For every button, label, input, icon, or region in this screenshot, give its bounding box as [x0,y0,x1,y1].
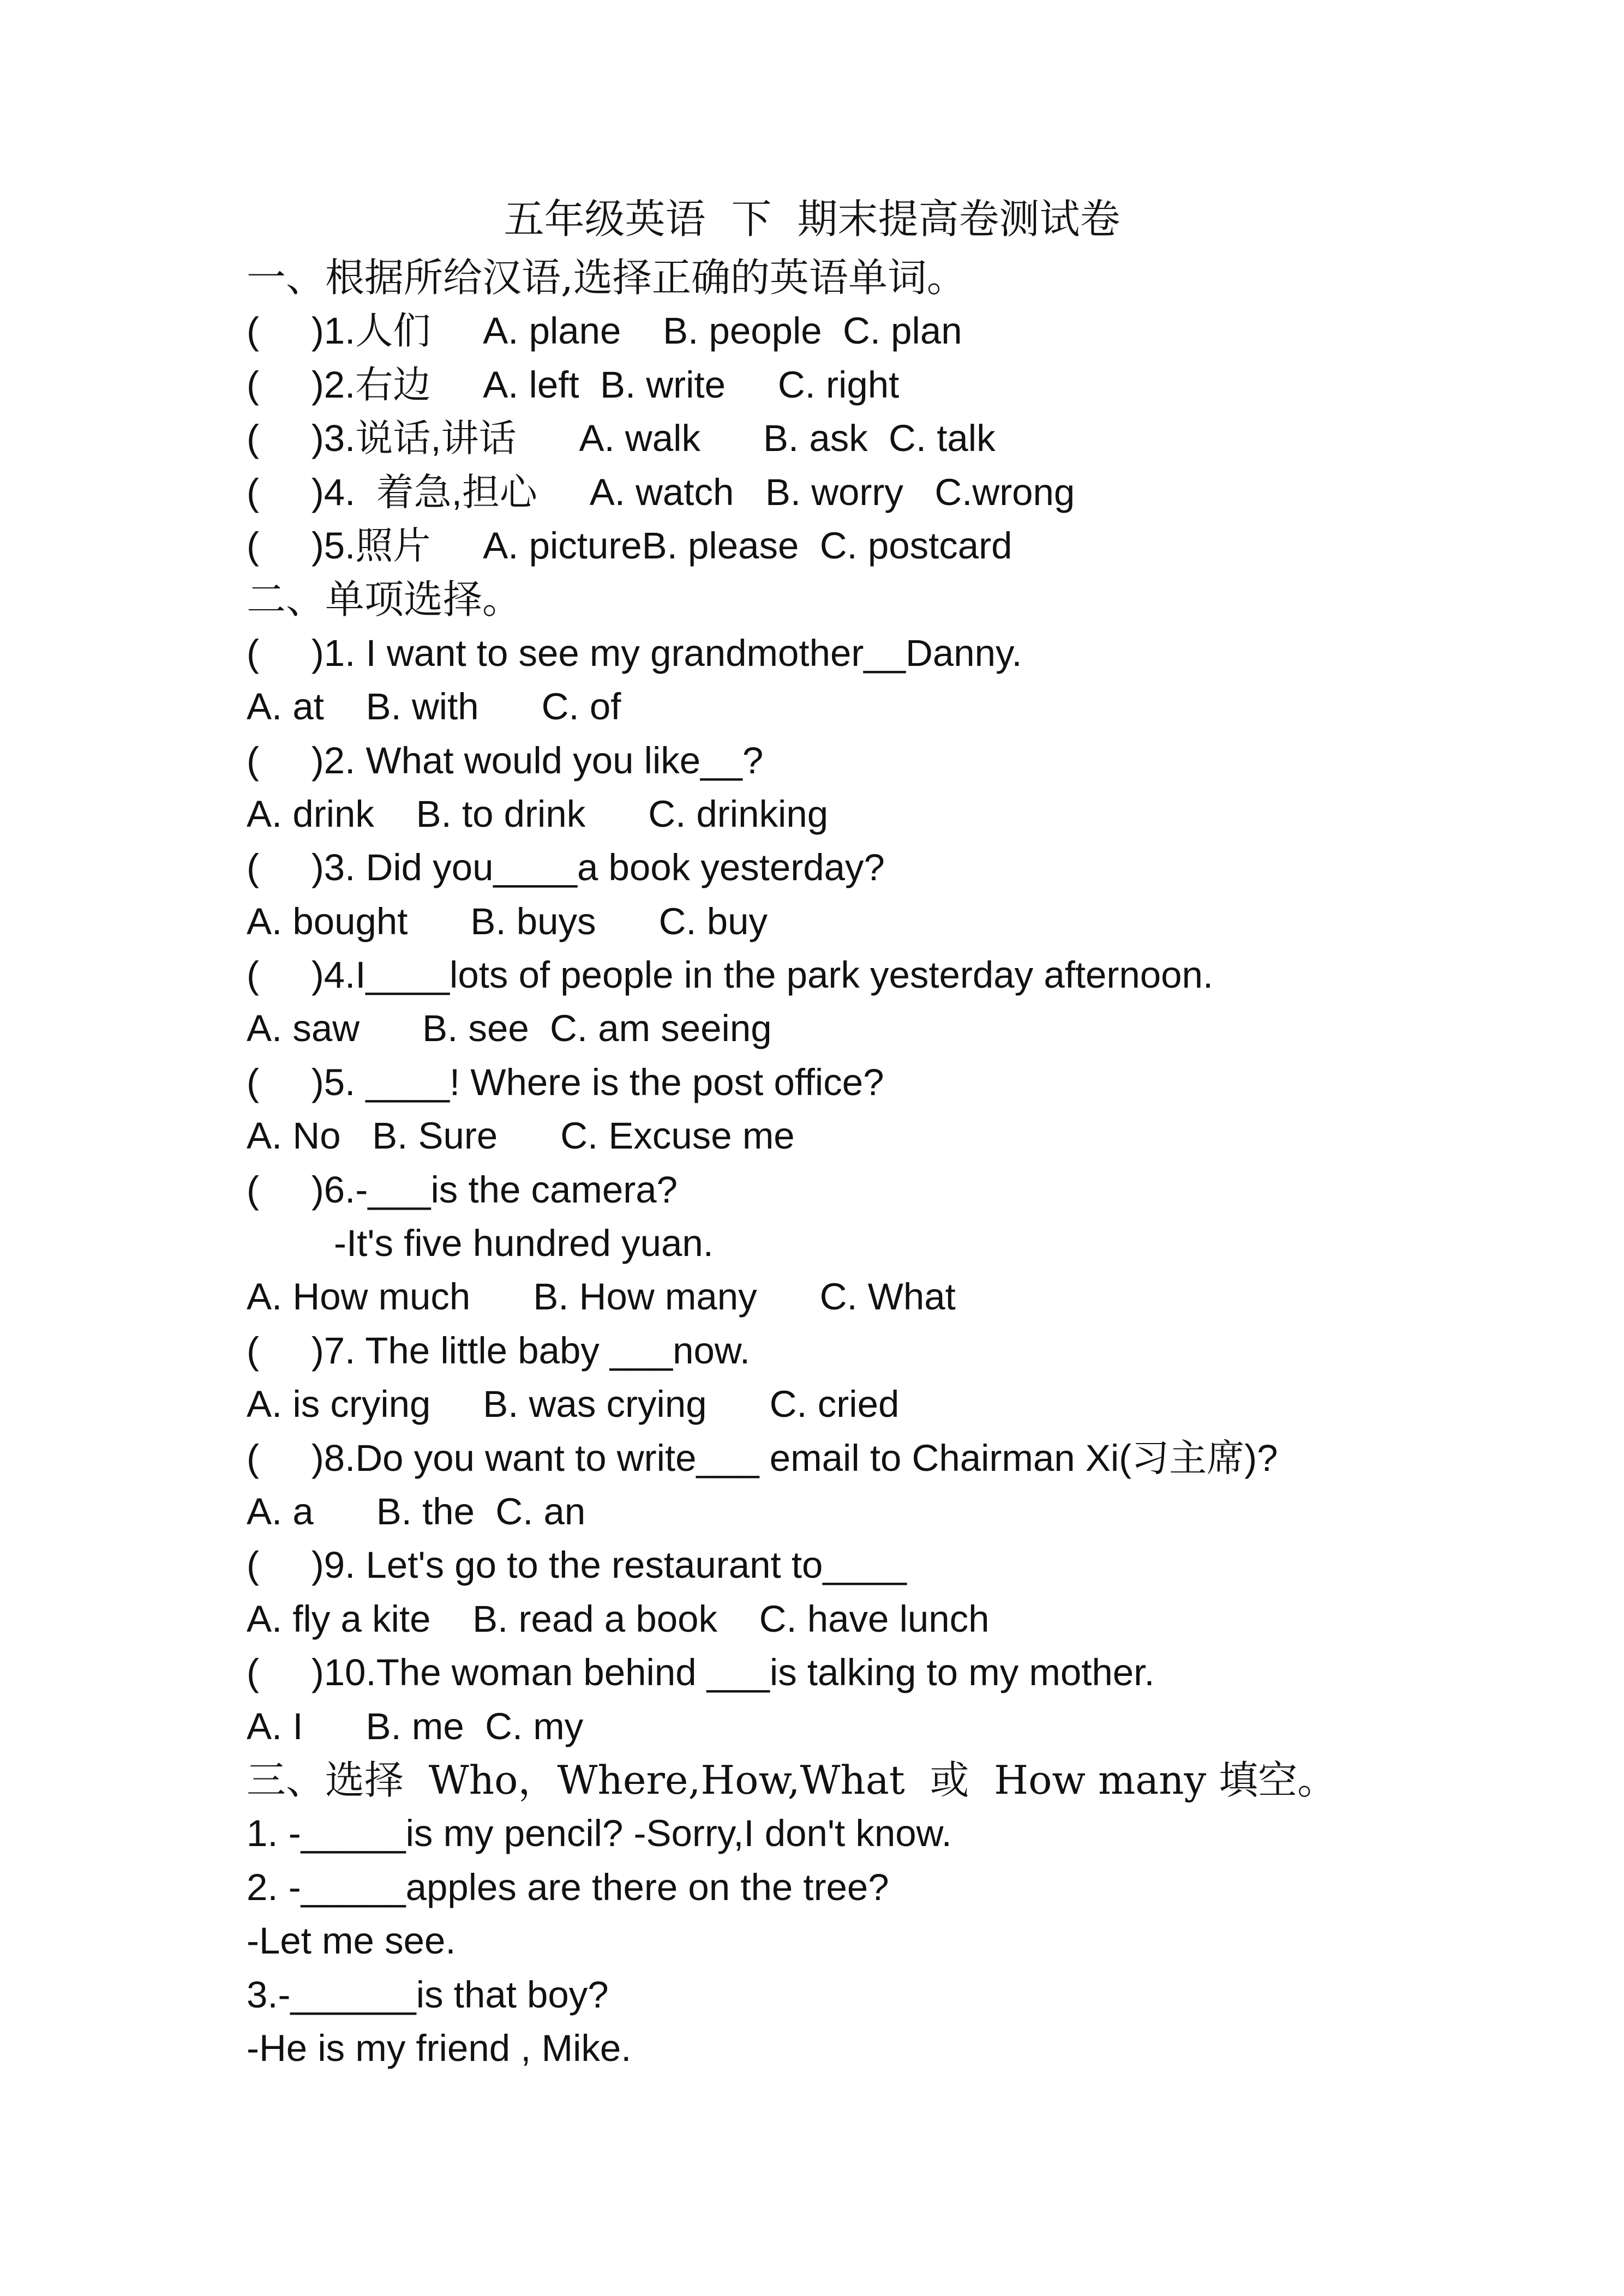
dialogue-reply-line: -Let me see. [247,1920,456,1962]
section1-heading: 一、根据所给汉语,选择正确的英语单词。 [247,255,966,300]
question-line: ( )3. Did you____a book yesterday? [247,846,885,889]
options-line: A. How much B. How many C. What [247,1276,956,1318]
question-line: ( )5.照片 A. pictureB. please C. postcard [247,524,1012,567]
options-line: A. a B. the C. an [247,1490,586,1532]
question-line: 1. -_____is my pencil? -Sorry,I don't know. [247,1812,952,1855]
dialogue-reply-line: -He is my friend , Mike. [247,2027,632,2069]
question-line: ( )10.The woman behind ___is talking to my mother. [247,1651,1155,1694]
page-title: 五年级英语 下 期末提高卷测试卷 [504,196,1120,243]
question-line: ( )2. What would you like__? [247,739,764,782]
question-line: ( )7. The little baby ___now. [247,1329,751,1372]
options-line: A. fly a kite B. read a book C. have lunch [247,1597,990,1640]
question-line: ( )9. Let's go to the restaurant to____ [247,1544,907,1586]
question-line: ( )1.人们 A. plane B. people C. plan [247,310,962,352]
options-line: A. drink B. to drink C. drinking [247,792,829,835]
options-line: A. I B. me C. my [247,1705,584,1747]
question-line: ( )3.说话,讲话 A. walk B. ask C. talk [247,417,996,460]
question-line: ( )4.I____lots of people in the park yesterday afternoon. [247,954,1214,996]
question-line: ( )4. 着急,担心 A. watch B. worry C.wrong [247,471,1075,513]
question-line: 3.-______is that boy? [247,1973,609,2016]
options-line: A. is crying B. was crying C. cried [247,1383,900,1426]
section2-heading: 二、单项选择。 [247,576,522,623]
options-line: A. saw B. see C. am seeing [247,1007,772,1050]
question-line: ( )8.Do you want to write___ email to Chairman Xi(习主席)? [247,1436,1278,1479]
question-line: ( )2.右边 A. left B. write C. right [247,363,900,406]
question-line: ( )6.-___is the camera? [247,1168,678,1211]
question-line: ( )1. I want to see my grandmother__Danny. [247,632,1022,674]
options-line: A. No B. Sure C. Excuse me [247,1115,795,1157]
dialogue-reply-line: -It's five hundred yuan. [334,1222,714,1265]
section3-heading: 三、选择 Who，Where,How,What 或 How many 填空。 [247,1757,1337,1803]
question-line: 2. -_____apples are there on the tree? [247,1866,889,1908]
options-line: A. bought B. buys C. buy [247,900,768,942]
options-line: A. at B. with C. of [247,686,621,728]
question-line: ( )5. ____! Where is the post office? [247,1061,884,1103]
document-body [247,251,1501,2075]
